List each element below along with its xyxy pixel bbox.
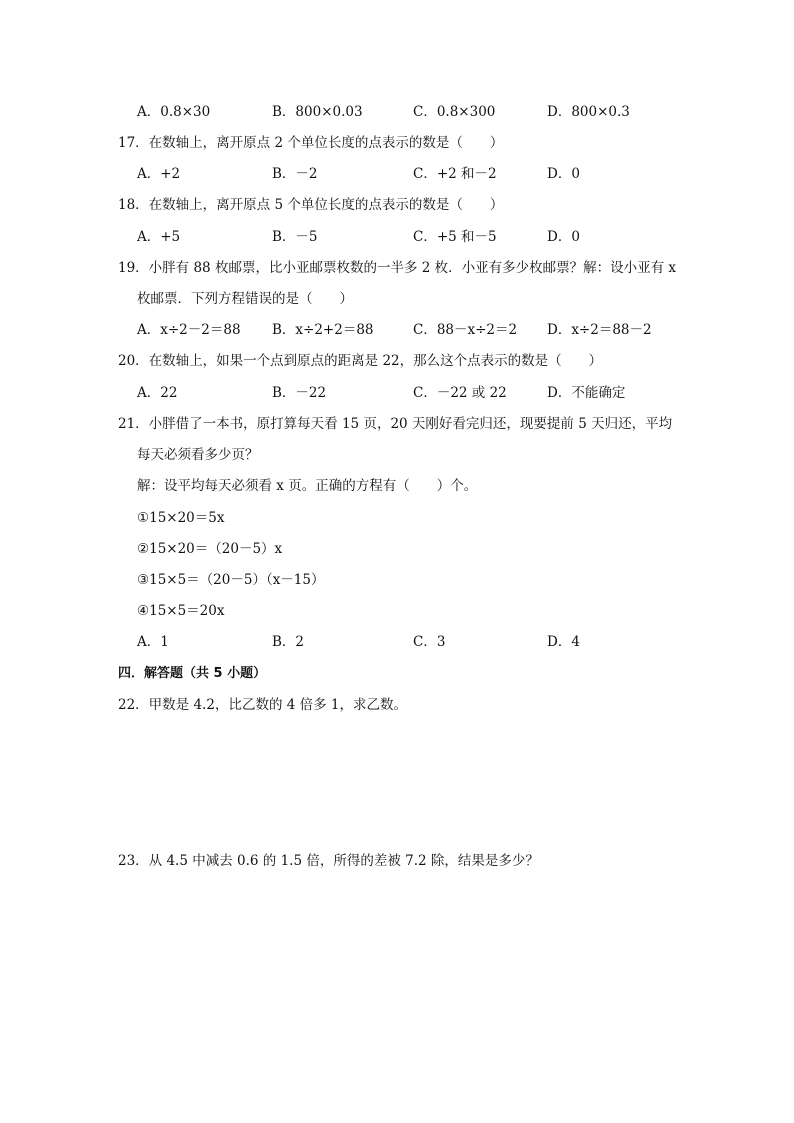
q21-option-b: B．2 bbox=[272, 634, 305, 650]
q21-stem-line2: 每天必须看多少页？ bbox=[137, 447, 259, 463]
q22-stem: 22．甲数是 4.2，比乙数的 4 倍多 1，求乙数。 bbox=[118, 697, 407, 713]
q17-option-b: B．－2 bbox=[272, 166, 318, 182]
q16-option-d: D．800×0.3 bbox=[547, 104, 630, 120]
q18-option-b: B．－5 bbox=[272, 229, 318, 245]
q23-stem: 23．从 4.5 中减去 0.6 的 1.5 倍，所得的差被 7.2 除，结果是多少？ bbox=[118, 853, 539, 869]
q19-option-b: B．x÷2+2＝88 bbox=[272, 322, 374, 338]
q21-equation-4: ④15×5＝20x bbox=[137, 603, 225, 619]
q21-solution: 解：设平均每天必须看 x 页。正确的方程有（ ）个。 bbox=[137, 478, 478, 494]
q16-option-c: C．0.8×300 bbox=[413, 104, 496, 120]
q21-equation-2: ②15×20＝（20－5）x bbox=[137, 541, 283, 557]
q19-option-c: C．88－x÷2＝2 bbox=[413, 322, 518, 338]
q21-option-a: A．1 bbox=[137, 634, 169, 650]
q19-option-a: A．x÷2－2＝88 bbox=[137, 322, 241, 338]
q21-option-c: C．3 bbox=[413, 634, 446, 650]
q21-stem-line1: 21．小胖借了一本书，原打算每天看 15 页，20 天刚好看完归还，现要提前 5 天归还，平均 bbox=[118, 416, 673, 432]
q17-option-d: D．0 bbox=[547, 166, 580, 182]
q18-option-a: A．+5 bbox=[137, 229, 181, 245]
q20-option-d: D．不能确定 bbox=[547, 385, 626, 401]
q20-option-a: A．22 bbox=[137, 385, 178, 401]
q19-option-d: D．x÷2＝88－2 bbox=[547, 322, 652, 338]
q18-option-d: D．0 bbox=[547, 229, 580, 245]
q20-option-b: B．－22 bbox=[272, 385, 327, 401]
q21-equation-3: ③15×5＝（20－5）（x－15） bbox=[137, 572, 325, 588]
q17-option-a: A．+2 bbox=[137, 166, 181, 182]
section-title-answer-questions: 四．解答题（共 5 小题） bbox=[118, 666, 267, 681]
q18-option-c: C．+5 和－5 bbox=[413, 229, 497, 245]
q17-option-c: C．+2 和－2 bbox=[413, 166, 497, 182]
q19-stem-line1: 19．小胖有 88 枚邮票，比小亚邮票枚数的一半多 2 枚．小亚有多少枚邮票？解：设小亚有 x bbox=[118, 260, 677, 276]
q16-option-b: B．800×0.03 bbox=[272, 104, 363, 120]
q16-option-a: A．0.8×30 bbox=[137, 104, 211, 120]
q20-option-c: C．－22 或 22 bbox=[413, 385, 507, 401]
q18-stem: 18．在数轴上，离开原点 5 个单位长度的点表示的数是（ ） bbox=[118, 197, 504, 213]
q20-stem: 20．在数轴上，如果一个点到原点的距离是 22，那么这个点表示的数是（ ） bbox=[118, 353, 603, 369]
q17-stem: 17．在数轴上，离开原点 2 个单位长度的点表示的数是（ ） bbox=[118, 135, 504, 151]
q21-equation-1: ①15×20＝5x bbox=[137, 510, 225, 526]
q19-stem-line2: 枚邮票．下列方程错误的是（ ） bbox=[137, 291, 353, 307]
q21-option-d: D．4 bbox=[547, 634, 580, 650]
